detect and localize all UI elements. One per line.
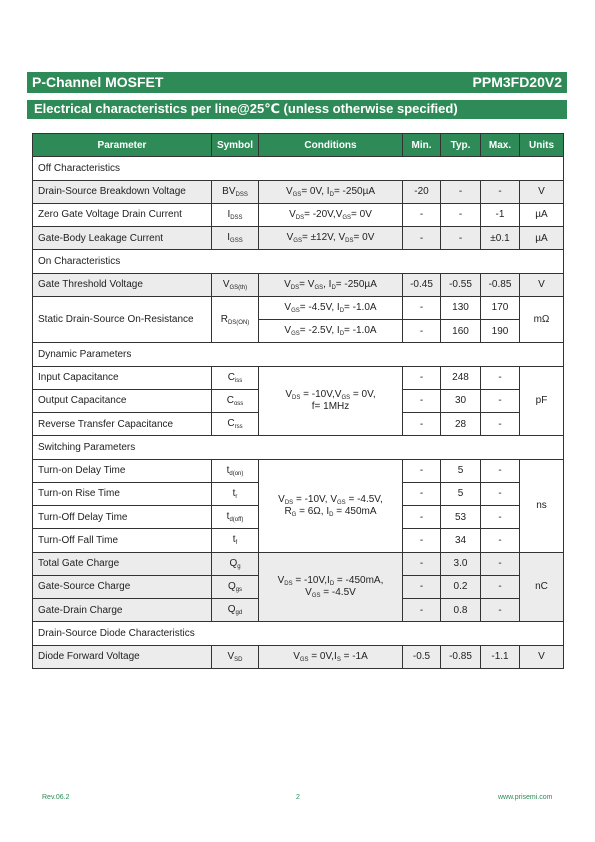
section-switching: Switching Parameters bbox=[33, 436, 564, 459]
symbol: $t_{d(off)}$ bbox=[212, 506, 259, 529]
symbol-subscript: DSS bbox=[230, 214, 243, 221]
header-row bbox=[33, 134, 564, 157]
unit: µA bbox=[520, 227, 564, 250]
param-name: Static Drain-Source On-Resistance bbox=[33, 296, 212, 343]
symbol: $t_r$ bbox=[212, 482, 259, 505]
max-value: - bbox=[481, 366, 520, 389]
max-value: - bbox=[481, 180, 520, 203]
typ-value: 160 bbox=[441, 320, 481, 343]
max-value: - bbox=[481, 529, 520, 552]
unit: ns bbox=[520, 459, 564, 552]
symbol: $t_{d(on)}$ bbox=[212, 459, 259, 482]
symbol: $BV_{DSS}$ bbox=[212, 180, 259, 203]
unit: V bbox=[520, 645, 564, 668]
param-name: Turn-Off Fall Time bbox=[33, 529, 212, 552]
max-value: ±0.1 bbox=[481, 227, 520, 250]
symbol: $C_{rss}$ bbox=[212, 413, 259, 436]
table-row bbox=[33, 273, 564, 296]
symbol-subscript: DSS bbox=[235, 191, 248, 198]
param-name: Gate Threshold Voltage bbox=[33, 273, 212, 296]
max-value: - bbox=[481, 413, 520, 436]
symbol-subscript: oss bbox=[233, 400, 244, 407]
typ-value: - bbox=[441, 180, 481, 203]
symbol: $R_{DS(ON)}$ bbox=[212, 296, 259, 343]
symbol-subscript: DS(ON) bbox=[227, 319, 250, 326]
typ-value: -0.85 bbox=[441, 645, 481, 668]
max-value: - bbox=[481, 599, 520, 622]
condition: $V_{DS}= V_{GS}$, $I_D= -250\mu A$ bbox=[259, 273, 403, 296]
symbol: $Q_g$ bbox=[212, 552, 259, 575]
typ-value: 53 bbox=[441, 506, 481, 529]
table-row bbox=[33, 180, 564, 203]
table-row bbox=[33, 227, 564, 250]
symbol: $C_{iss}$ bbox=[212, 366, 259, 389]
max-value: -0.85 bbox=[481, 273, 520, 296]
col-min: Min. bbox=[403, 134, 441, 157]
unit: mΩ bbox=[520, 296, 564, 343]
min-value: - bbox=[403, 203, 441, 226]
min-value: - bbox=[403, 320, 441, 343]
param-name: Total Gate Charge bbox=[33, 552, 212, 575]
symbol-subscript: r bbox=[235, 493, 238, 500]
col-parameter: Parameter bbox=[33, 134, 212, 157]
typ-value: 248 bbox=[441, 366, 481, 389]
typ-value: 5 bbox=[441, 482, 481, 505]
min-value: - bbox=[403, 296, 441, 319]
typ-value: 0.8 bbox=[441, 599, 481, 622]
max-value: 170 bbox=[481, 296, 520, 319]
min-value: -0.45 bbox=[403, 273, 441, 296]
section-off: Off Characteristics bbox=[33, 157, 564, 180]
condition: $V_{DS} = -10V,I_D = -450mA$, $V_{GS} = -4.5V$ bbox=[259, 552, 403, 622]
typ-value: - bbox=[441, 203, 481, 226]
max-value: - bbox=[481, 506, 520, 529]
min-value: - bbox=[403, 227, 441, 250]
symbol-subscript: d(off) bbox=[229, 517, 244, 524]
unit: V bbox=[520, 273, 564, 296]
min-value: - bbox=[403, 506, 441, 529]
table-row bbox=[33, 459, 564, 482]
symbol: $Q_{gs}$ bbox=[212, 575, 259, 598]
condition: $V_{DS} = -10V$, $V_{GS} = -4.5V$, $R_G = 6\Omega$, $I_D = 450mA$ bbox=[259, 459, 403, 552]
condition: $V_{DS} = -10V,V_{GS} = 0V$, f= 1MHz bbox=[259, 366, 403, 436]
param-name: Gate-Source Charge bbox=[33, 575, 212, 598]
min-value: - bbox=[403, 552, 441, 575]
param-name: Gate-Body Leakage Current bbox=[33, 227, 212, 250]
table-row bbox=[33, 645, 564, 668]
subtitle-bar bbox=[27, 100, 567, 119]
typ-value: 3.0 bbox=[441, 552, 481, 575]
param-name: Turn-Off Delay Time bbox=[33, 506, 212, 529]
symbol: $I_{GSS}$ bbox=[212, 227, 259, 250]
min-value: - bbox=[403, 529, 441, 552]
section-on: On Characteristics bbox=[33, 250, 564, 273]
section-diode: Drain-Source Diode Characteristics bbox=[33, 622, 564, 645]
symbol-subscript: GSS bbox=[230, 238, 243, 245]
max-value: 190 bbox=[481, 320, 520, 343]
table-row bbox=[33, 296, 564, 319]
symbol-subscript: iss bbox=[234, 377, 243, 384]
param-name: Zero Gate Voltage Drain Current bbox=[33, 203, 212, 226]
param-name: Gate-Drain Charge bbox=[33, 599, 212, 622]
condition: $V_{DS}= -20V,V_{GS}= 0V$ bbox=[259, 203, 403, 226]
unit: V bbox=[520, 180, 564, 203]
param-name: Turn-on Rise Time bbox=[33, 482, 212, 505]
param-name: Input Capacitance bbox=[33, 366, 212, 389]
max-value: - bbox=[481, 575, 520, 598]
max-value: - bbox=[481, 389, 520, 412]
typ-value: 130 bbox=[441, 296, 481, 319]
symbol-subscript: d(on) bbox=[229, 470, 244, 477]
min-value: - bbox=[403, 413, 441, 436]
revision-label: Rev.06.2 bbox=[42, 794, 70, 801]
min-value: - bbox=[403, 366, 441, 389]
page-number: 2 bbox=[296, 794, 300, 801]
param-name: Reverse Transfer Capacitance bbox=[33, 413, 212, 436]
max-value: - bbox=[481, 552, 520, 575]
subtitle: Electrical characteristics per line@25℃ (unless otherwise specified) bbox=[34, 101, 458, 116]
unit: pF bbox=[520, 366, 564, 436]
min-value: - bbox=[403, 459, 441, 482]
max-value: -1.1 bbox=[481, 645, 520, 668]
unit: µA bbox=[520, 203, 564, 226]
table-row bbox=[33, 203, 564, 226]
condition: $V_{GS}= -2.5V$, $I_D= -1.0A$ bbox=[259, 320, 403, 343]
condition: $V_{GS}= \pm 12V$, $V_{DS}= 0V$ bbox=[259, 227, 403, 250]
min-value: - bbox=[403, 575, 441, 598]
symbol: $V_{GS(th)}$ bbox=[212, 273, 259, 296]
website-link: www.prisemi.com bbox=[498, 794, 553, 801]
symbol: $V_{SD}$ bbox=[212, 645, 259, 668]
typ-value: 34 bbox=[441, 529, 481, 552]
symbol-subscript: GS(th) bbox=[229, 284, 248, 291]
symbol: $Q_{gd}$ bbox=[212, 599, 259, 622]
max-value: - bbox=[481, 459, 520, 482]
max-value: -1 bbox=[481, 203, 520, 226]
min-value: -20 bbox=[403, 180, 441, 203]
symbol-subscript: rss bbox=[234, 424, 243, 431]
typ-value: -0.55 bbox=[441, 273, 481, 296]
symbol-subscript: SD bbox=[234, 656, 243, 663]
unit: nC bbox=[520, 552, 564, 622]
part-number: PPM3FD20V2 bbox=[472, 74, 562, 90]
symbol-subscript: f bbox=[235, 540, 238, 547]
table-row bbox=[33, 552, 564, 575]
condition: $V_{GS}= -4.5V$, $I_D= -1.0A$ bbox=[259, 296, 403, 319]
typ-value: 30 bbox=[441, 389, 481, 412]
symbol-subscript: g bbox=[237, 563, 241, 570]
symbol-subscript: gs bbox=[235, 586, 243, 593]
condition: $V_{GS} = 0V,I_S = -1A$ bbox=[259, 645, 403, 668]
min-value: - bbox=[403, 389, 441, 412]
condition: $V_{GS}= 0V$, $I_D= -250\mu A$ bbox=[259, 180, 403, 203]
min-value: -0.5 bbox=[403, 645, 441, 668]
symbol: $t_f$ bbox=[212, 529, 259, 552]
table-row bbox=[33, 366, 564, 389]
typ-value: 28 bbox=[441, 413, 481, 436]
col-typ: Typ. bbox=[441, 134, 481, 157]
characteristics-table bbox=[32, 133, 564, 669]
param-name: Drain-Source Breakdown Voltage bbox=[33, 180, 212, 203]
param-name: Turn-on Delay Time bbox=[33, 459, 212, 482]
col-units: Units bbox=[520, 134, 564, 157]
device-type: P-Channel MOSFET bbox=[32, 74, 164, 90]
col-symbol: Symbol bbox=[212, 134, 259, 157]
title-bar bbox=[27, 72, 567, 93]
param-name: Output Capacitance bbox=[33, 389, 212, 412]
typ-value: 0.2 bbox=[441, 575, 481, 598]
col-max: Max. bbox=[481, 134, 520, 157]
typ-value: - bbox=[441, 227, 481, 250]
max-value: - bbox=[481, 482, 520, 505]
symbol: $C_{oss}$ bbox=[212, 389, 259, 412]
col-conditions: Conditions bbox=[259, 134, 403, 157]
min-value: - bbox=[403, 599, 441, 622]
typ-value: 5 bbox=[441, 459, 481, 482]
symbol: $I_{DSS}$ bbox=[212, 203, 259, 226]
min-value: - bbox=[403, 482, 441, 505]
param-name: Diode Forward Voltage bbox=[33, 645, 212, 668]
section-dynamic: Dynamic Parameters bbox=[33, 343, 564, 366]
symbol-subscript: gd bbox=[235, 610, 243, 617]
